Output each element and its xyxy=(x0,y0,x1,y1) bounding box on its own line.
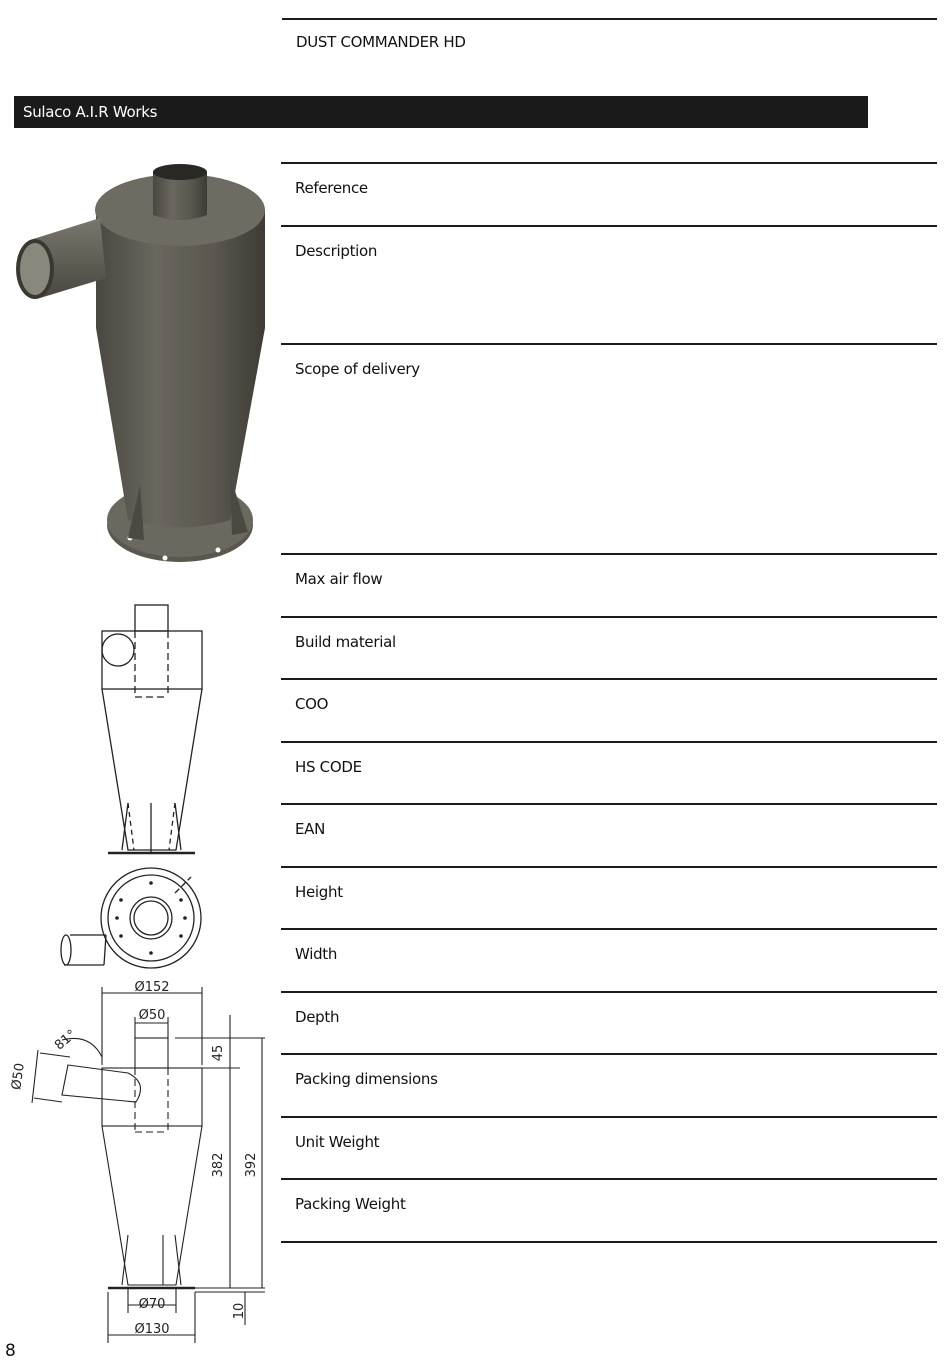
spec-label: Unit Weight xyxy=(295,1133,380,1151)
product-photo xyxy=(10,160,270,580)
spec-label: EAN xyxy=(295,820,326,838)
dim-base-thickness: 10 xyxy=(232,1302,247,1320)
spec-label: Max air flow xyxy=(295,570,383,588)
spec-row-height xyxy=(281,868,937,930)
spec-label: Scope of delivery xyxy=(295,360,420,378)
spec-label: Packing dimensions xyxy=(295,1070,438,1088)
technical-drawing xyxy=(0,595,280,1355)
spec-label: HS CODE xyxy=(295,758,362,776)
spec-row-build-material xyxy=(281,618,937,680)
spec-row-width xyxy=(281,930,937,993)
spec-row-coo xyxy=(281,680,937,743)
spec-table xyxy=(281,162,937,1243)
brand-bar xyxy=(14,96,868,128)
product-title: DUST COMMANDER HD xyxy=(296,33,466,51)
spec-row-unit-weight xyxy=(281,1118,937,1180)
spec-row-hs-code xyxy=(281,743,937,805)
dim-inlet-diameter: Ø50 xyxy=(9,1062,28,1091)
spec-label: Reference xyxy=(295,179,368,197)
spec-label: Build material xyxy=(295,633,396,651)
spec-label: Width xyxy=(295,945,338,963)
spec-label: Height xyxy=(295,883,343,901)
spec-row-scope-of-delivery xyxy=(281,345,937,555)
dim-base-inner: Ø70 xyxy=(138,1297,166,1312)
spec-row-description xyxy=(281,227,937,345)
spec-row-max-air-flow xyxy=(281,555,937,618)
spec-label: Packing Weight xyxy=(295,1195,406,1213)
dim-body-diameter: Ø152 xyxy=(134,980,170,995)
spec-row-packing-weight xyxy=(281,1180,937,1243)
spec-label: Description xyxy=(295,242,378,260)
brand-name: Sulaco A.I.R Works xyxy=(23,103,158,121)
spec-label: Depth xyxy=(295,1008,340,1026)
spec-row-reference xyxy=(281,164,937,227)
spec-row-packing-dimensions xyxy=(281,1055,937,1118)
spec-row-ean xyxy=(281,805,937,868)
spec-label: COO xyxy=(295,695,329,713)
dim-total-height: 392 xyxy=(244,1152,259,1178)
dim-outlet-height: 45 xyxy=(211,1044,226,1062)
page-number: 8 xyxy=(5,1341,16,1361)
title-rule xyxy=(282,18,937,20)
dim-body-height: 382 xyxy=(211,1152,226,1178)
dim-outlet-diameter: Ø50 xyxy=(138,1008,166,1023)
dim-inlet-angle: 81° xyxy=(52,1027,80,1054)
dim-base-outer: Ø130 xyxy=(134,1322,170,1337)
spec-row-depth xyxy=(281,993,937,1055)
